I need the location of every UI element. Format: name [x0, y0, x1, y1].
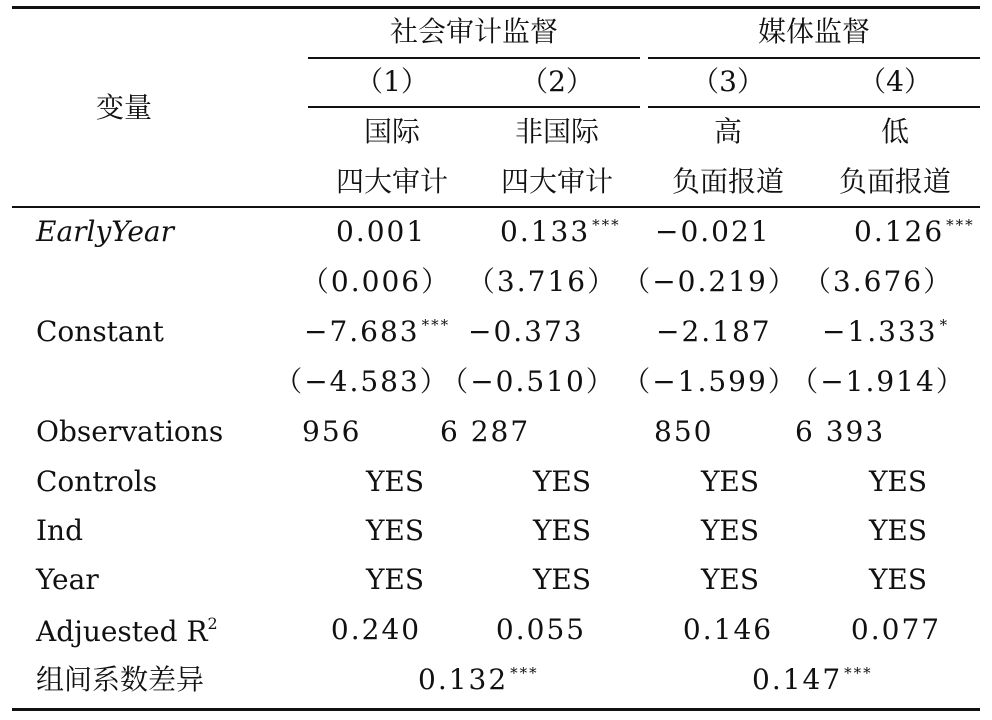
group-header-audit: 社会审计监督 — [389, 15, 559, 48]
tstat-cell: （−0.510） — [440, 365, 616, 398]
coef-cell: −0.021 — [655, 215, 771, 248]
ind-cell: YES — [365, 514, 425, 547]
obs-cell: 956 — [302, 415, 362, 448]
col-label-line1: 非国际 — [514, 115, 600, 148]
tstat-cell: （0.006） — [300, 265, 452, 298]
tstat-cell: （−1.599） — [622, 365, 798, 398]
col-number: （2） — [520, 65, 594, 98]
col-number: （4） — [858, 65, 932, 98]
diff-cell: 0.132 *** — [418, 663, 539, 696]
controls-cell: YES — [700, 465, 760, 498]
tstat-cell: （3.676） — [802, 265, 954, 298]
ind-cell: YES — [700, 514, 760, 547]
tstat-cell: （3.716） — [466, 265, 618, 298]
year-cell: YES — [868, 563, 928, 596]
tstat-cell: （−0.219） — [622, 265, 798, 298]
r2-cell: 0.146 — [682, 613, 774, 646]
col-label-line2: 负面报道 — [838, 165, 952, 198]
coef-cell: 0.126 *** — [854, 215, 975, 248]
group2-rule — [648, 57, 980, 59]
year-cell: YES — [365, 563, 425, 596]
r2-cell: 0.240 — [330, 613, 422, 646]
coef-cell: 0.001 — [336, 215, 427, 248]
row-label-observations: Observations — [36, 415, 224, 448]
col-label-line2: 负面报道 — [671, 165, 785, 198]
col-number: （1） — [355, 65, 429, 98]
ind-cell: YES — [868, 514, 928, 547]
row-label-controls: Controls — [36, 465, 158, 498]
row-label-ind: Ind — [36, 514, 84, 547]
coef-cell: −0.373 — [468, 315, 584, 348]
controls-cell: YES — [365, 465, 425, 498]
coef-cell: −7.683 *** — [304, 315, 451, 348]
top-rule — [12, 6, 980, 9]
diff-cell: 0.147 *** — [752, 663, 873, 696]
year-cell: YES — [532, 563, 592, 596]
col-label-line1: 低 — [880, 115, 910, 148]
ind-cell: YES — [532, 514, 592, 547]
col-label-line2: 四大审计 — [500, 165, 614, 198]
row-label-earlyyear: EarlyYear — [36, 215, 174, 248]
controls-cell: YES — [532, 465, 592, 498]
year-cell: YES — [700, 563, 760, 596]
header-bottom-rule — [12, 206, 980, 208]
row-label-constant: Constant — [36, 315, 164, 348]
colnum-rule-2 — [648, 106, 980, 108]
obs-cell: 6 393 — [795, 415, 886, 448]
tstat-cell: （−1.914） — [790, 365, 966, 398]
row-label-year: Year — [36, 563, 99, 596]
colnum-rule-1 — [308, 106, 640, 108]
coef-cell: −2.187 — [656, 315, 772, 348]
controls-cell: YES — [868, 465, 928, 498]
r2-cell: 0.077 — [850, 613, 942, 646]
col-label-line2: 四大审计 — [335, 165, 449, 198]
bottom-rule — [12, 708, 980, 711]
coef-cell: 0.133 *** — [500, 215, 621, 248]
coef-cell: −1.333 * — [822, 315, 950, 348]
r2-cell: 0.055 — [495, 613, 587, 646]
col-number: （3） — [691, 65, 765, 98]
group1-rule — [308, 57, 640, 59]
group-header-media: 媒体监督 — [757, 15, 871, 48]
variable-header: 变量 — [96, 91, 153, 124]
obs-cell: 850 — [654, 415, 714, 448]
col-label-line1: 高 — [713, 115, 743, 148]
row-label-group-diff: 组间系数差异 — [36, 663, 205, 696]
row-label-adj-r2: Adjuested $R^2$ — [36, 614, 218, 648]
tstat-cell: （−4.583） — [274, 365, 450, 398]
col-label-line1: 国际 — [363, 115, 421, 148]
obs-cell: 6 287 — [440, 415, 531, 448]
